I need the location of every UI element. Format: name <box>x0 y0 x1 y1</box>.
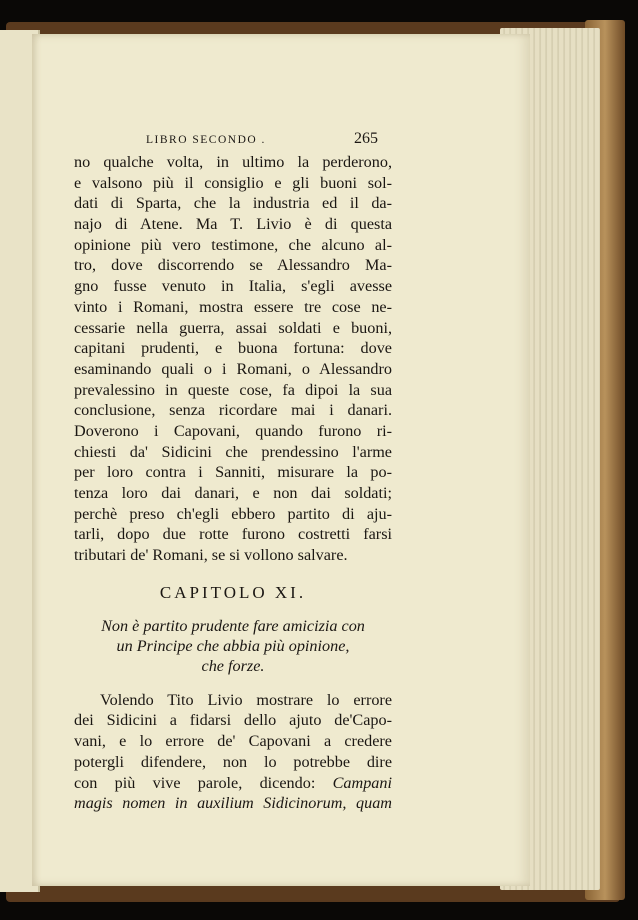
chapter-heading: CAPITOLO XI. <box>159 582 307 602</box>
text-line: tributari de' Romani, se si vollono salvare. <box>74 546 348 565</box>
text-line: dati di Sparta, che la industria ed il da- <box>74 194 392 213</box>
text-line: gno fusse venuto in Italia, s'egli avesse <box>74 277 392 296</box>
text-paragraph-continued <box>74 152 392 566</box>
chapter-title-line: un Principe che abbia più opinione, <box>116 636 350 655</box>
page-number: 265 <box>354 130 378 147</box>
text-line: e valsono più il consiglio e gli buoni sol- <box>74 173 392 192</box>
text-line: dei Sidicini a fidarsi dello ajuto de'Capo- <box>74 711 392 730</box>
text-line: vinto i Romani, mostra essere tre cose ne- <box>74 297 392 316</box>
page-text <box>74 130 392 814</box>
text-paragraph <box>74 690 392 814</box>
text-line: chiesti da' Sidicini che prendessino l'arme <box>74 442 392 461</box>
text-line: esaminando quali o i Romani, o Alessandro <box>74 359 392 378</box>
text-line: per loro contra i Sanniti, misurare la po- <box>74 463 392 482</box>
text-line: prevalessino in queste cose, fa dipoi la sua <box>74 380 392 399</box>
text-line: najo di Atene. Ma T. Livio è di questa <box>74 215 392 234</box>
text-line: tro, dove discorrendo se Alessandro Ma- <box>74 256 392 275</box>
text-line-with-latin <box>74 773 392 794</box>
latin-quote-line: magis nomen in auxilium Sidicinorum, quam <box>74 794 392 813</box>
latin-quote: Campani <box>332 773 392 792</box>
text-line: Doverono i Capovani, quando furono ri- <box>74 421 392 440</box>
text-line: capitani prudenti, e buona fortuna: dove <box>74 339 392 358</box>
chapter-title <box>74 616 392 676</box>
text-line: Volendo Tito Livio mostrare lo errore <box>100 690 392 709</box>
text-line: no qualche volta, in ultimo la perderono, <box>74 153 392 171</box>
chapter-title-line: Non è partito prudente fare amicizia con <box>101 616 365 635</box>
text-line: cessarie nella guerra, assai soldati e buoni, <box>74 318 392 337</box>
text-line: tarli, dopo due rotte furono costretti farsi <box>74 525 392 544</box>
text-line: perchè preso ch'egli ebbero partito di aju- <box>74 504 392 523</box>
chapter-title-line: che forze. <box>201 656 265 675</box>
text-line: tenza loro dai danari, e non dai soldati; <box>74 484 392 502</box>
running-head <box>74 130 392 152</box>
text-line: opinione più vero testimone, che alcuno al- <box>74 235 392 254</box>
text-line: vani, e lo errore de' Capovani a credere <box>74 732 392 751</box>
text-line: conclusione, senza ricordare mai i danari. <box>74 401 392 420</box>
running-title: LIBRO SECONDO . <box>146 134 266 146</box>
text-line: potergli difendere, non lo potrebbe dire <box>74 752 392 771</box>
text-line-part: con più vive parole, dicendo: <box>74 773 316 792</box>
